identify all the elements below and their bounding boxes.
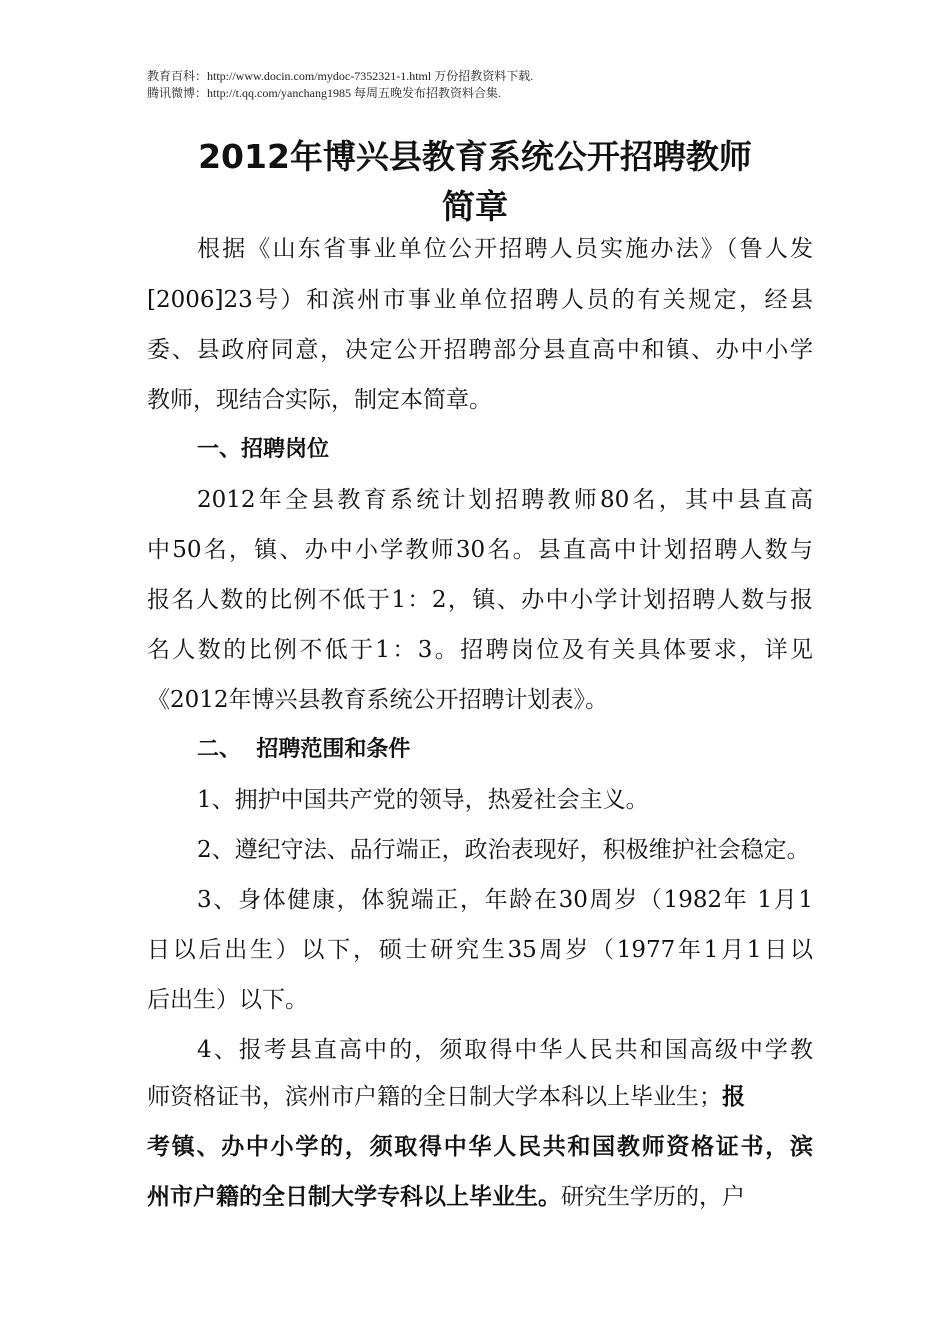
condition-item-4-line-2 bbox=[147, 1082, 813, 1112]
section-heading-positions: 一、招聘岗位 bbox=[197, 437, 330, 462]
header-line-1: 教育百科：http://www.docin.com/mydoc-7352321-1.html 万份招教资料下载. bbox=[147, 69, 534, 83]
condition-item-3-line-3: 后出生）以下。 bbox=[147, 987, 308, 1013]
condition-item-3-line-2: 日以后出生）以下，硕士研究生35周岁（1977年1月1日以 bbox=[147, 937, 813, 963]
intro-line-3: 委、县政府同意，决定公开招聘部分县直高中和镇、办中小学 bbox=[147, 337, 813, 363]
condition-item-4-line-2-text: 师资格证书，滨州市户籍的全日制大学本科以上毕业生； bbox=[147, 1084, 722, 1110]
condition-item-2: 2、遵纪守法、品行端正，政治表现好，积极维护社会稳定。 bbox=[197, 837, 810, 863]
section1-line-1: 2012年全县教育系统计划招聘教师80名，其中县直高 bbox=[197, 487, 813, 513]
section1-line-3: 报名人数的比例不低于1：2，镇、办中小学计划招聘人数与报 bbox=[147, 587, 813, 613]
source-header bbox=[147, 68, 533, 102]
condition-item-4-line-4-text: 研究生学历的，户 bbox=[561, 1184, 745, 1210]
section1-line-2: 中50名，镇、办中小学教师30名。县直高中计划招聘人数与 bbox=[147, 537, 813, 563]
intro-line-2: [2006]23号）和滨州市事业单位招聘人员的有关规定，经县 bbox=[147, 287, 813, 313]
section1-line-5: 《2012年博兴县教育系统公开招聘计划表》。 bbox=[147, 687, 609, 713]
condition-item-3-line-1: 3、身体健康，体貌端正，年龄在30周岁（1982年 1月1 bbox=[197, 887, 813, 913]
condition-item-4-line-4-bold: 州市户籍的全日制大学专科以上毕业生。 bbox=[147, 1184, 561, 1210]
header-line-2: 腾讯微博：http://t.qq.com/yanchang1985 每周五晚发布招教资料合集. bbox=[147, 86, 501, 100]
condition-item-4-line-1: 4、报考县直高中的，须取得中华人民共和国高级中学教 bbox=[197, 1037, 813, 1063]
document-title-line-2: 简章 bbox=[442, 187, 508, 226]
condition-item-4-line-4 bbox=[147, 1182, 813, 1212]
condition-item-1: 1、拥护中国共产党的领导，热爱社会主义。 bbox=[197, 787, 649, 813]
condition-item-4-line-3: 考镇、办中小学的，须取得中华人民共和国教师资格证书，滨 bbox=[147, 1134, 813, 1160]
condition-item-4-line-2-bold: 报 bbox=[722, 1084, 745, 1110]
intro-line-1: 根据《山东省事业单位公开招聘人员实施办法》（鲁人发 bbox=[197, 236, 813, 262]
section-heading-scope-conditions: 二、 招聘范围和条件 bbox=[197, 737, 411, 762]
document-title-line-1: 2012年博兴县教育系统公开招聘教师 bbox=[198, 137, 752, 176]
section1-line-4: 名人数的比例不低于1：3。招聘岗位及有关具体要求，详见 bbox=[147, 637, 813, 663]
intro-line-4: 教师，现结合实际，制定本简章。 bbox=[147, 387, 492, 413]
